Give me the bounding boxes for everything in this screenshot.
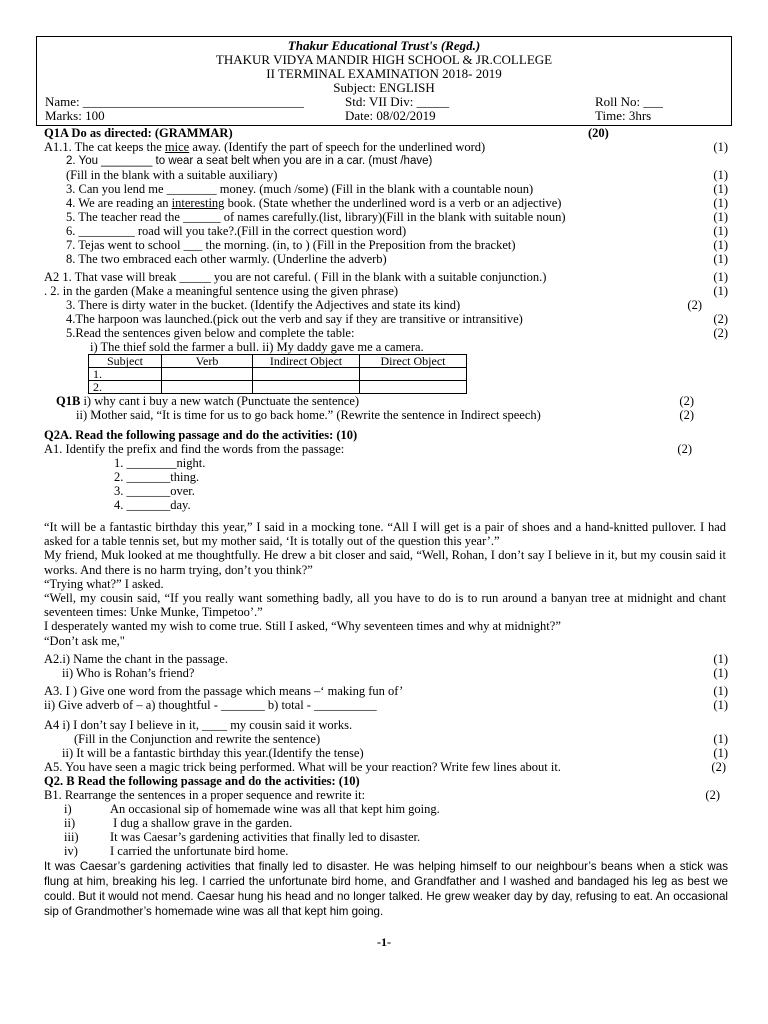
passage-paragraph: My friend, Muk looked at me thoughtfully. He drew a bit closer and said, “Well, Rohan, I don’t say I believe in it, but my cousin said it works. And there is no harm trying, don’t you think?” — [44, 548, 726, 577]
question-marks: (2) — [679, 408, 694, 422]
question-a2-1 — [36, 270, 732, 284]
item-number: ii) — [64, 815, 76, 830]
question-a1-4 — [36, 196, 732, 210]
table-header-cell: Direct Object — [360, 355, 467, 368]
question-q2a-a1 — [36, 442, 732, 456]
question-q2a-a4-i-instruction — [36, 732, 732, 746]
question-marks: (1) — [713, 697, 728, 712]
item-text: I dug a shallow grave in the garden. — [110, 815, 293, 830]
question-marks: (1) — [713, 683, 728, 698]
question-text: (Fill in the Conjunction and rewrite the sentence) — [74, 731, 321, 746]
student-info-row — [45, 95, 723, 109]
sequence-item — [36, 844, 732, 858]
question-q2a-a2-i — [36, 652, 732, 666]
question-marks: (2) — [713, 312, 728, 326]
q1a-title-text: Q1A Do as directed: (GRAMMAR) — [44, 126, 233, 140]
question-q2a-a5 — [36, 760, 732, 774]
question-marks: (1) — [713, 182, 728, 196]
question-text: i) why cant i buy a new watch (Punctuate the sentence) — [80, 394, 360, 408]
question-a2-3 — [36, 298, 732, 312]
question-marks: (1) — [713, 196, 728, 210]
question-text: . 2. in the garden (Make a meaningful sentence using the given phrase) — [44, 284, 399, 298]
q2a-title: Q2A. Read the following passage and do the activities: (10) — [44, 428, 358, 442]
exam-name: II TERMINAL EXAMINATION 2018- 2019 — [266, 66, 502, 81]
table-cell: 1. — [89, 368, 162, 381]
question-marks: (1) — [713, 745, 728, 760]
item-text: An occasional sip of homemade wine was all that kept him going. — [110, 801, 440, 816]
sequence-item — [36, 802, 732, 816]
sequence-item — [36, 816, 732, 830]
question-text: A1.1. The cat keeps the — [44, 140, 165, 154]
exam-page — [36, 36, 732, 950]
prefix-blank-3: 3. _______over. — [114, 484, 195, 498]
question-text: A5. You have seen a magic trick being performed. What will be your reaction? Write few lines about it. — [44, 759, 561, 774]
question-text: 7. Tejas went to school ___ the morning. (in, to ) (Fill in the Preposition from the bracket) — [66, 238, 516, 252]
question-a1-2 — [36, 154, 732, 168]
question-text: 3. Can you lend me ________ money. (much /some) (Fill in the blank with a countable noun) — [66, 182, 534, 196]
table-cell[interactable] — [253, 381, 360, 394]
question-a2-4 — [36, 312, 732, 326]
passage-paragraph: “It will be a fantastic birthday this year,” I said in a mocking tone. “All I will get is a pair of shoes and a hand-knitted pullover. I had asked for a table tennis set, but my mother said, ‘It is totally out of the question this year’.” — [44, 520, 726, 549]
question-text: (Fill in the blank with a suitable auxiliary) — [66, 168, 278, 182]
question-marks: (2) — [711, 759, 726, 774]
question-q2a-a4-ii — [36, 746, 732, 760]
question-marks: (1) — [713, 270, 728, 284]
question-marks: (1) — [713, 210, 728, 224]
page-number: -1- — [377, 934, 391, 949]
question-marks: (1) — [713, 651, 728, 666]
question-text: A2 1. That vase will break _____ you are not careful. ( Fill in the blank with a suitable conjunction.) — [44, 270, 547, 284]
prefix-blank-2: 2. _______thing. — [114, 470, 200, 484]
passage-paragraph: “Trying what?” I asked. — [44, 576, 164, 591]
question-text: A2.i) Name the chant in the passage. — [44, 651, 228, 666]
grammar-table — [88, 354, 467, 394]
question-a2-5 — [36, 326, 732, 340]
table-header-cell: Indirect Object — [253, 355, 360, 368]
question-text: A3. I ) Give one word from the passage which means –‘ making fun of’ — [44, 683, 404, 698]
exam-time: Time: 3hrs — [595, 108, 652, 123]
question-q2b-b1 — [36, 788, 732, 802]
name-field: Name: __________________________________ — [45, 94, 304, 109]
q2b-title: Q2. B Read the following passage and do the activities: (10) — [44, 773, 360, 788]
question-text: 6. _________ road will you take?.(Fill in the correct question word) — [66, 224, 407, 238]
school-name: THAKUR VIDYA MANDIR HIGH SCHOOL & JR.COLLEGE — [215, 52, 553, 67]
question-text: 3. There is dirty water in the bucket. (Identify the Adjectives and state its kind) — [66, 298, 461, 312]
std-div-field: Std: VII Div: _____ — [345, 94, 450, 109]
question-text: 5. The teacher read the ______ of names carefully.(list, library)(Fill in the blank with suitable noun) — [66, 210, 566, 224]
table-cell[interactable] — [360, 381, 467, 394]
question-text: 5.Read the sentences given below and complete the table: — [66, 326, 355, 340]
question-q1b-i — [36, 394, 732, 408]
underlined-word: mice — [164, 140, 190, 154]
question-marks: (2) — [713, 326, 728, 340]
question-marks: (2) — [679, 394, 694, 408]
sequence-item — [36, 830, 732, 844]
question-marks: (1) — [713, 224, 728, 238]
question-q2a-a2-ii — [36, 666, 732, 680]
question-text: book. (State whether the underlined word is a verb or an adjective) — [224, 196, 562, 210]
prefix-blank-4: 4. _______day. — [114, 498, 191, 512]
underlined-word: interesting — [171, 196, 225, 210]
table-cell[interactable] — [162, 368, 253, 381]
table-cell: 2. — [89, 381, 162, 394]
passage-paragraph: It was Caesar’s gardening activities that finally led to disaster. He was helping himself to our neighbour’s beans when a stick was flung at him, breaking his leg. I carried the unfortunate bird home, and Grandfather and I washed and bandaged his leg as best we could. But it would not mend. Caesar hung his head and no longer talked. He grew weaker day by day, refusing to eat. An occasional sip of Grandmother’s homemade wine was all that kept him going. — [44, 859, 728, 918]
reading-passage-b — [36, 859, 732, 919]
question-a1-2-instruction — [36, 168, 732, 182]
question-marks: (1) — [713, 140, 728, 154]
table-cell[interactable] — [162, 381, 253, 394]
question-a2-5-sentences — [36, 340, 732, 354]
trust-name: Thakur Educational Trust's (Regd.) — [287, 38, 481, 53]
question-text: i) The thief sold the farmer a bull. ii) My daddy gave me a camera. — [90, 340, 424, 354]
question-text: A4 i) I don’t say I believe in it, ____ my cousin said it works. — [44, 717, 353, 732]
question-a1-8 — [36, 252, 732, 266]
exam-info-row — [45, 109, 723, 123]
roll-no-field: Roll No: ___ — [595, 94, 663, 109]
question-text: A1. Identify the prefix and find the words from the passage: — [44, 442, 345, 456]
question-a1-3 — [36, 182, 732, 196]
marks-total: Marks: 100 — [45, 108, 105, 123]
question-text: 4. We are reading an — [66, 196, 172, 210]
question-text: away. (Identify the part of speech for the underlined word) — [189, 140, 486, 154]
question-text: 2. You ________ to wear a seat belt when you are in a car. (must /have) — [66, 155, 433, 167]
question-q2a-a4-i — [36, 718, 732, 732]
question-marks: (2) — [705, 787, 720, 802]
question-marks: (1) — [713, 252, 728, 266]
item-number: iii) — [64, 829, 79, 844]
question-a2-2 — [36, 284, 732, 298]
table-header-cell: Subject — [89, 355, 162, 368]
item-number: i) — [64, 801, 72, 816]
q1a-title — [36, 126, 732, 140]
question-marks: (2) — [677, 442, 692, 456]
subject-line: Subject: ENGLISH — [333, 80, 435, 95]
q1b-label: Q1B — [56, 394, 81, 408]
passage-paragraph: I desperately wanted my wish to come true. Still I asked, “Why seventeen times and why at midnight?” — [44, 619, 561, 634]
exam-date: Date: 08/02/2019 — [345, 108, 436, 123]
item-number: iv) — [64, 843, 78, 858]
question-q1b-ii — [36, 408, 732, 422]
prefix-blank-1: 1. ________night. — [114, 456, 206, 470]
question-text: ii) It will be a fantastic birthday this year.(Identify the tense) — [62, 745, 364, 760]
passage-paragraph: “Well, my cousin said, “If you really want something badly, all you have to do is to run around a banyan tree at midnight and chant seventeen times: Unke Munke, Timpetoo’.” — [44, 591, 726, 620]
table-header-row — [89, 355, 467, 368]
table-cell[interactable] — [253, 368, 360, 381]
item-text: I carried the unfortunate bird home. — [110, 843, 289, 858]
question-text: B1. Rearrange the sentences in a proper sequence and rewrite it: — [44, 787, 366, 802]
q1a-marks: (20) — [588, 126, 609, 140]
question-text: ii) Who is Rohan’s friend? — [62, 665, 195, 680]
question-a1-5 — [36, 210, 732, 224]
question-marks: (1) — [713, 284, 728, 298]
reading-passage-a — [36, 520, 732, 648]
question-marks: (1) — [713, 731, 728, 746]
question-q2a-a3-ii — [36, 698, 732, 712]
question-q2a-a3-i — [36, 684, 732, 698]
question-text: 8. The two embraced each other warmly. (Underline the adverb) — [66, 252, 387, 266]
question-text: 4.The harpoon was launched.(pick out the verb and say if they are transitive or intransitive) — [66, 312, 523, 326]
table-row — [89, 368, 467, 381]
question-marks: (1) — [713, 665, 728, 680]
exam-header — [36, 36, 732, 126]
question-a1-6 — [36, 224, 732, 238]
table-row — [89, 381, 467, 394]
question-a1-7 — [36, 238, 732, 252]
passage-paragraph: “Don’t ask me," — [44, 633, 125, 648]
question-marks: (1) — [713, 168, 728, 182]
item-text: It was Caesar’s gardening activities that finally led to disaster. — [110, 829, 421, 844]
table-cell[interactable] — [360, 368, 467, 381]
question-a1-1 — [36, 140, 732, 154]
question-text: ii) Mother said, “It is time for us to go back home.” (Rewrite the sentence in Indirect speech) — [76, 408, 541, 422]
question-marks: (1) — [713, 238, 728, 252]
question-text: ii) Give adverb of – a) thoughtful - _______ b) total - __________ — [44, 697, 377, 712]
question-marks: (2) — [687, 298, 702, 312]
table-header-cell: Verb — [162, 355, 253, 368]
